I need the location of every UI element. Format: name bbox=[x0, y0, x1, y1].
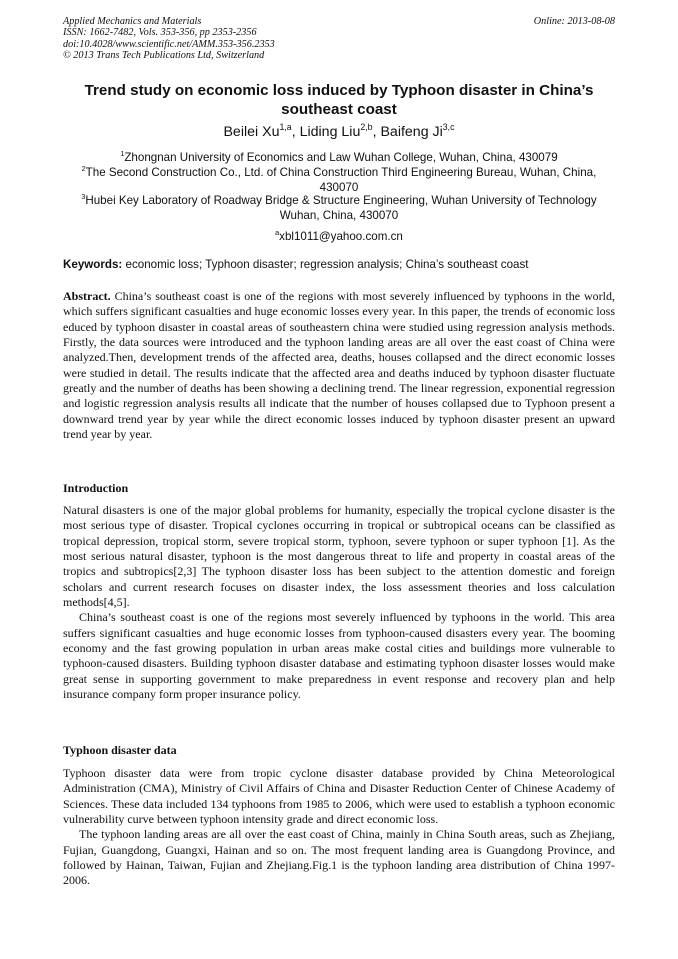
author-name: Baifeng Ji bbox=[380, 124, 443, 140]
affiliation-text: Zhongnan University of Economics and Law Wuhan College, Wuhan, China, 430079 bbox=[124, 151, 558, 164]
journal-issn: ISSN: 1662-7482, Vols. 353-356, pp 2353-2356 bbox=[63, 27, 257, 39]
affiliation-text: The Second Construction Co., Ltd. of China Construction Third Engineering Bureau, Wuhan, China, 430070 bbox=[85, 166, 597, 195]
affiliation-sup: 1 bbox=[120, 148, 125, 158]
paragraph: China’s southeast coast is one of the regions most severely influenced by typhoons in the world. This area suffers significant casualties and huge economic losses from typhoon-caused disasters every year. The booming economy and the fast growing population in urban areas make costal cities and buildings more vulnerable to typhoon-caused disasters. Building typhoon disaster database and estimating typhoon disaster losses would make great sense in supporting government to make preparedness in event response and recovery plan and help insurance company form proper insurance policy. bbox=[63, 610, 615, 702]
journal-header bbox=[63, 16, 483, 62]
abstract-label: Abstract. bbox=[63, 289, 111, 303]
affiliation-text: Hubei Key Laboratory of Roadway Bridge & Structure Engineering, Wuhan University of Technology Wuhan, China, 430070 bbox=[85, 194, 597, 223]
paragraph: Typhoon disaster data were from tropic cyclone disaster database provided by China Meteorological Administration (CMA), Ministry of Civil Affairs of China and Disaster Reduction Center of Chinese Academy of Sciences. These data included 134 typhoons from 1985 to 2006, which were used to establish a typhoon economic vulnerability curve between typhoon intensity grade and direct economic loss. bbox=[63, 766, 615, 827]
affiliation bbox=[62, 150, 616, 165]
section-heading-introduction: Introduction bbox=[63, 481, 129, 495]
keywords bbox=[63, 257, 615, 272]
keywords-label: Keywords: bbox=[63, 258, 123, 271]
keywords-text: economic loss; Typhoon disaster; regression analysis; China’s southeast coast bbox=[125, 258, 529, 271]
journal-name: Applied Mechanics and Materials bbox=[63, 16, 202, 27]
author-name: Liding Liu bbox=[299, 124, 361, 140]
affiliation-sup: 3 bbox=[81, 191, 86, 201]
author-name: Beilei Xu bbox=[223, 124, 280, 140]
email-text: xbl1011@yahoo.com.cn bbox=[279, 230, 403, 243]
paper-title: Trend study on economic loss induced by Typhoon disaster in China’s southeast coast bbox=[84, 82, 594, 118]
section-heading-typhoon-data: Typhoon disaster data bbox=[63, 743, 177, 757]
author-sup: 1,a bbox=[279, 121, 292, 132]
author-email bbox=[62, 229, 616, 244]
journal-copyright: © 2013 Trans Tech Publications Ltd, Switzerland bbox=[63, 50, 265, 62]
abstract-text: China’s southeast coast is one of the regions with most severely influenced by typhoons in the world, which suffers significant casualties and huge economic losses every year. In this paper, the trends of economic loss educed by typhoon disaster in coastal areas of southeastern china were studied using regression analysis methods. Firstly, the data sources were introduced and the typhoon landing areas are all over the east coast of China were analyzed.Then, development trends of the affected area, deaths, houses collapsed and the direct economic losses were studied in detail. The results indicate that the affected area and deaths induced by typhoon disaster fluctuate greatly and the number of deaths has been showing a declining trend. The linear regression, exponential regression and logistic regression analysis results all indicate that the number of houses collapsed due to Typhoon present a downward trend year by year while the direct economic losses induced by typhoon disaster present an upward trend year by year. bbox=[63, 289, 616, 442]
abstract bbox=[63, 289, 615, 442]
online-date: Online: 2013-08-08 bbox=[533, 16, 615, 27]
paragraph: Natural disasters is one of the major global problems for humanity, especially the tropical cyclone disaster is the most serious type of disaster. Tropical cyclones occurring in tropical or subtropical oceans can be classified as tropical depression, tropical storm, severe tropical storm, typhoon, severe typhoon or super typhoon [1]. As the most serious natural disaster, typhoon is the most dangerous threat to life and property in coastal areas of the tropics and subtropics[2,3] The typhoon disaster loss has been subject to the attention domestic and foreign scholars and current research focuses on disaster index, the loss assessment theories and loss calculation methods[4,5]. bbox=[63, 503, 615, 610]
email-sup: a bbox=[275, 227, 280, 237]
journal-doi: doi:10.4028/www.scientific.net/AMM.353-356.2353 bbox=[63, 38, 275, 50]
affiliation-sup: 2 bbox=[81, 163, 86, 173]
affiliation bbox=[62, 193, 616, 223]
introduction-body bbox=[63, 503, 615, 702]
author-sup: 2,b bbox=[360, 121, 373, 132]
typhoon-data-body bbox=[63, 766, 615, 889]
author-sup: 3,c bbox=[442, 121, 455, 132]
paragraph: The typhoon landing areas are all over the east coast of China, mainly in China South areas, such as Zhejiang, Fujian, Guangdong, Guangxi, Hainan and so on. The most frequent landing area is Guangdong Province, and followed by Hainan, Taiwan, Fujian and Zhejiang.Fig.1 is the typhoon landing area distribution of China 1997-2006. bbox=[63, 827, 615, 888]
affiliation bbox=[62, 165, 616, 195]
author-list: Beilei Xu$^{1,a}$, Liding Liu$^{2,b}$, Baifeng Ji$^{3,c}$ bbox=[223, 121, 455, 140]
